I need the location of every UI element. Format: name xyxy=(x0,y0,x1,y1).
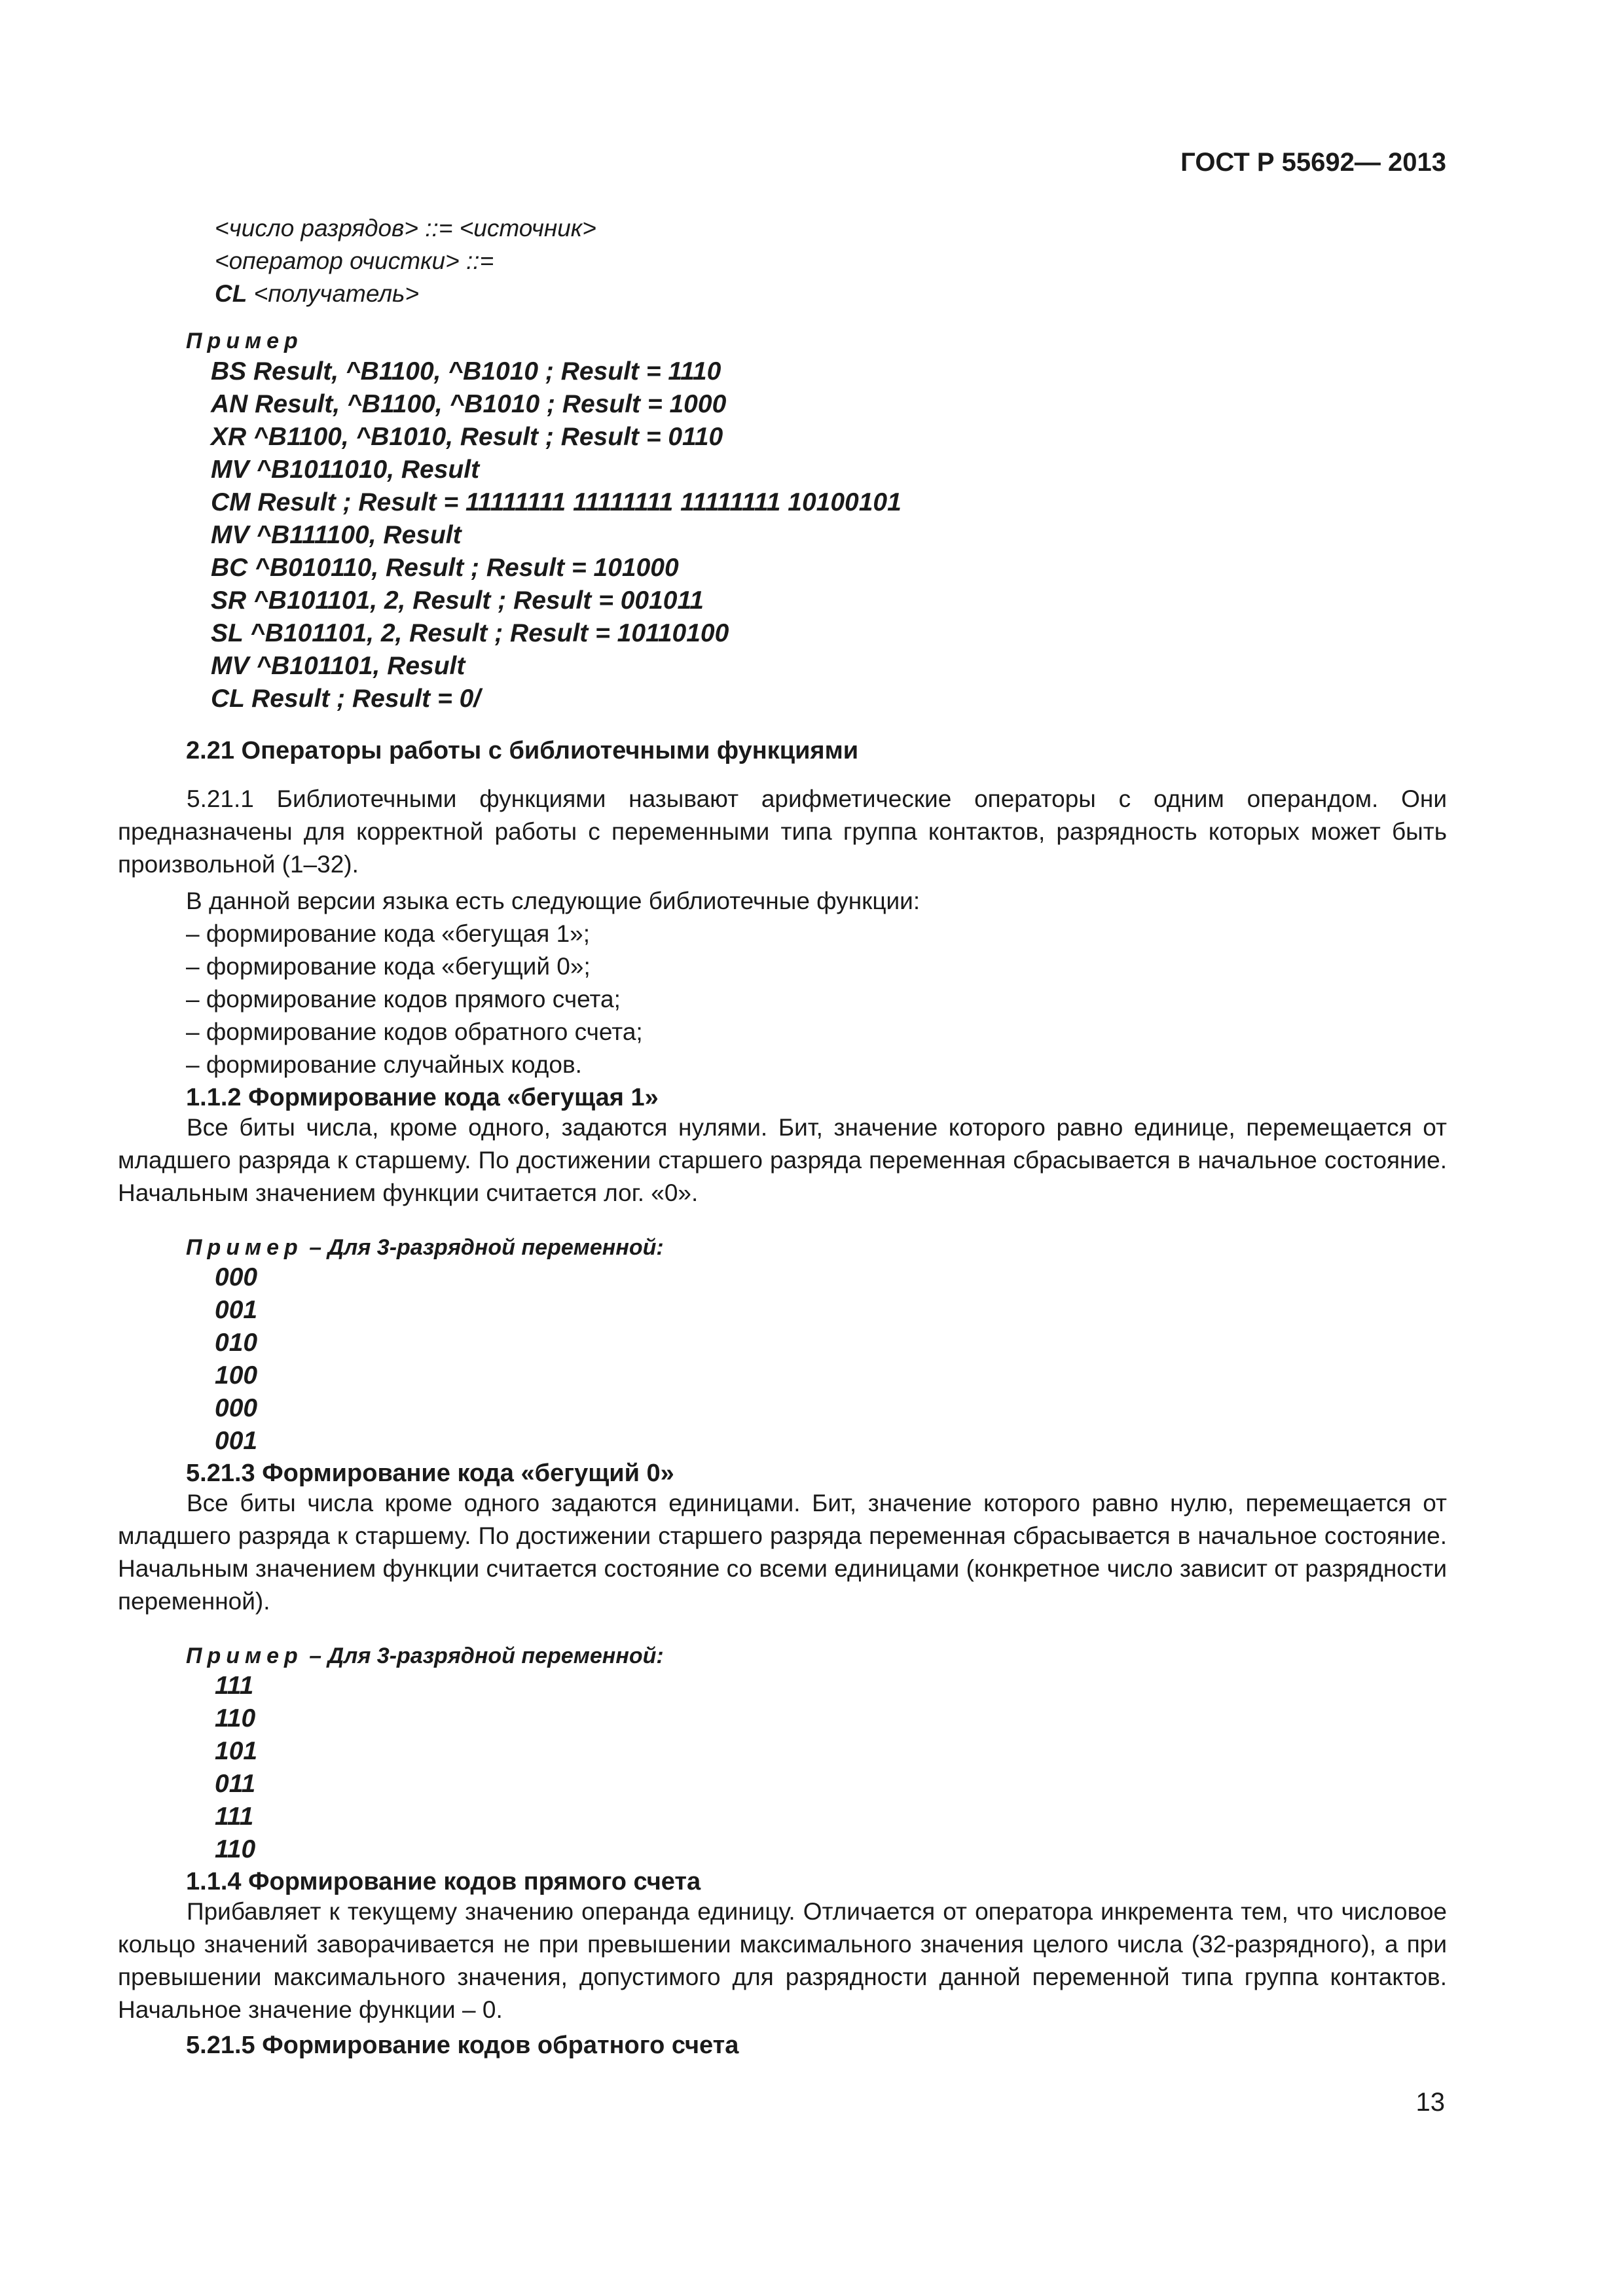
example-label: Пример xyxy=(186,1643,303,1668)
paragraph-5-21-3: Все биты числа кроме одного задаются единицами. Бит, значение которого равно нулю, перемещается от младшего разряда к старшему. По достижении старшего разряда переменная сбрасывается в начальное состояние. Начальным значением функции считается состояние со всеми единицами (конкретное число зависит от разрядности переменной). xyxy=(118,1490,1447,1615)
code-line: MV ^B101101, Result xyxy=(211,652,465,680)
code-line: SL ^B101101, 2, Result ; Result = 10110100 xyxy=(211,619,729,647)
code-line: 101 xyxy=(215,1737,258,1765)
code-line: CL Result ; Result = 0/ xyxy=(211,685,481,713)
page-number: 13 xyxy=(1415,2088,1445,2117)
section-heading: 2.21 Операторы работы с библиотечными функциями xyxy=(186,737,859,764)
code-line: XR ^B1100, ^B1010, Result ; Result = 0110 xyxy=(211,423,723,451)
syntax-rest: <получатель> xyxy=(247,280,420,307)
code-line: 110 xyxy=(215,1835,256,1863)
syntax-line: <число разрядов> ::= <источник> xyxy=(215,215,596,242)
list-item: – формирование кодов обратного счета; xyxy=(186,1018,643,1045)
code-line: SR ^B101101, 2, Result ; Result = 001011 xyxy=(211,586,704,615)
example-note: – Для 3-разрядной переменной: xyxy=(302,1235,664,1260)
code-line: CM Result ; Result = 11111111 11111111 11111111 10100101 xyxy=(211,488,902,516)
code-line: MV ^B111100, Result xyxy=(211,521,462,549)
code-line: BC ^B010110, Result ; Result = 101000 xyxy=(211,554,679,582)
list-item: – формирование кодов прямого счета; xyxy=(186,986,621,1013)
code-line: 111 xyxy=(215,1672,254,1700)
list-item: – формирование кода «бегущая 1»; xyxy=(186,920,591,947)
paragraph-1-1-2: Все биты числа, кроме одного, задаются нулями. Бит, значение которого равно единице, перемещается от младшего разряда к старшему. По достижении старшего разряда переменная сбрасывается в начальное состояние. Начальным значением функции считается лог. «0». xyxy=(118,1114,1447,1206)
example-heading xyxy=(186,1234,664,1259)
code-line: 001 xyxy=(215,1296,258,1324)
code-line: 110 xyxy=(215,1704,256,1732)
code-line: BS Result, ^B1100, ^B1010 ; Result = 1110 xyxy=(211,357,721,386)
example-note: – Для 3-разрядной переменной: xyxy=(302,1643,664,1668)
paragraph-1-1-4: Прибавляет к текущему значению операнда единицу. Отличается от оператора инкремента тем, что числовое кольцо значений заворачивается не при превышении максимального значения целого числа (32-разрядного), а при превышении максимального значения, допустимого для разрядности данной переменной типа группа контактов. Начальное значение функции – 0. xyxy=(118,1898,1447,2023)
section-heading: 1.1.4 Формирование кодов прямого счета xyxy=(186,1868,701,1895)
code-line: 011 xyxy=(215,1770,256,1798)
code-line: 100 xyxy=(215,1361,258,1390)
code-line: 000 xyxy=(215,1263,258,1291)
list-item: – формирование кода «бегущий 0»; xyxy=(186,953,591,980)
code-line: 010 xyxy=(215,1329,258,1357)
list-item: – формирование случайных кодов. xyxy=(186,1051,582,1078)
example-heading xyxy=(186,1643,664,1667)
code-line: AN Result, ^B1100, ^B1010 ; Result = 1000 xyxy=(211,390,727,418)
section-heading: 1.1.2 Формирование кода «бегущая 1» xyxy=(186,1084,659,1111)
section-heading: 5.21.5 Формирование кодов обратного счета xyxy=(186,2032,739,2059)
example-label: Пример xyxy=(186,329,303,353)
example-label: Пример xyxy=(186,1235,303,1260)
code-line: 001 xyxy=(215,1427,258,1455)
paragraph-functions-intro: В данной версии языка есть следующие библиотечные функции: xyxy=(186,888,921,914)
code-line: MV ^B1011010, Result xyxy=(211,456,480,484)
section-heading: 5.21.3 Формирование кода «бегущий 0» xyxy=(186,1460,674,1487)
standard-header: ГОСТ Р 55692— 2013 xyxy=(1180,148,1446,177)
code-line: 000 xyxy=(215,1394,258,1422)
paragraph-5-21-1: 5.21.1 Библиотечными функциями называют арифметические операторы с одним операндом. Они предназначены для корректной работы с переменными типа группа контактов, разрядность которых может быть произвольной (1–32). xyxy=(118,785,1447,878)
syntax-line xyxy=(215,281,419,306)
syntax-op: CL xyxy=(215,280,247,307)
syntax-line: <оператор очистки> ::= xyxy=(215,247,494,274)
code-line: 111 xyxy=(215,1803,254,1831)
